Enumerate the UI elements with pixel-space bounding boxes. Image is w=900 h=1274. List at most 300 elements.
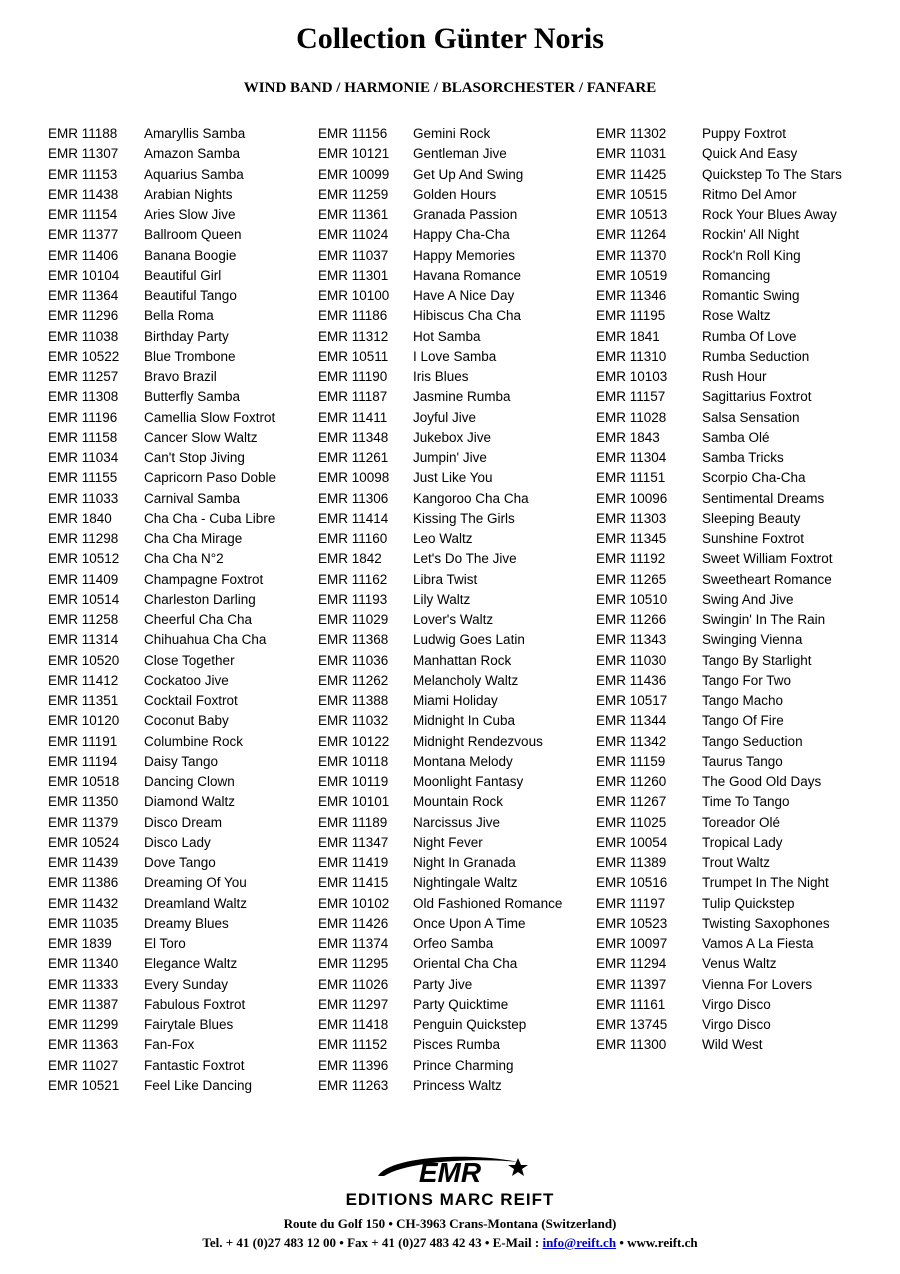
piece-title: Bravo Brazil [144, 369, 217, 384]
catalog-entry [596, 570, 842, 590]
catalog-code: EMR 11193 [318, 591, 388, 607]
piece-title: Oriental Cha Cha [413, 956, 518, 972]
catalog-code: EMR 11190 [318, 369, 388, 384]
piece-title: Taurus Tango [702, 753, 783, 769]
catalog-entry [596, 428, 842, 448]
piece-title: Miami Holiday [413, 693, 498, 708]
catalog-entry [318, 327, 562, 347]
catalog-code: EMR 10515 [596, 186, 668, 202]
catalog-code: EMR 11257 [48, 369, 119, 384]
catalog-entry [596, 651, 842, 671]
piece-title: Jumpin' Jive [413, 450, 487, 465]
piece-title: Disco Dream [144, 814, 223, 830]
catalog-code: EMR 11368 [318, 632, 389, 648]
catalog-code: EMR 11397 [596, 976, 667, 992]
piece-title: Cocktail Foxtrot [144, 693, 238, 708]
catalog-entry [48, 327, 276, 347]
catalog-code: EMR 11194 [48, 753, 118, 769]
catalog-entry [318, 144, 562, 164]
catalog-entry [48, 792, 276, 812]
catalog-code: EMR 11192 [596, 551, 666, 567]
piece-title: Rumba Seduction [702, 348, 810, 364]
catalog-code: EMR 11265 [596, 571, 667, 587]
catalog-code: EMR 11295 [318, 956, 389, 972]
piece-title: Charleston Darling [144, 591, 256, 607]
catalog-entry [596, 266, 842, 286]
catalog-entry [48, 428, 276, 448]
catalog-code: EMR 11260 [596, 774, 667, 789]
catalog-code: EMR 10522 [48, 348, 120, 364]
piece-title: Venus Waltz [702, 956, 777, 972]
catalog-code: EMR 10120 [48, 713, 120, 729]
piece-title: Trout Waltz [702, 855, 771, 870]
catalog-entry [596, 306, 842, 326]
piece-title: Quickstep To The Stars [702, 166, 842, 182]
piece-title: Sunshine Foxtrot [702, 531, 805, 546]
catalog-entry [596, 711, 842, 731]
catalog-code: EMR 11411 [318, 409, 388, 425]
catalog-entry [596, 246, 842, 266]
catalog-entry [48, 306, 276, 326]
catalog-entry [596, 347, 842, 367]
catalog-code: EMR 11263 [318, 1077, 389, 1093]
piece-title: Butterfly Samba [144, 389, 241, 405]
catalog-code: EMR 10513 [596, 207, 668, 222]
piece-title: Banana Boogie [144, 247, 237, 263]
piece-title: Rose Waltz [702, 308, 771, 324]
catalog-entry [318, 408, 562, 428]
piece-title: Salsa Sensation [702, 409, 800, 425]
piece-title: Hot Samba [413, 328, 481, 344]
piece-title: Romancing [702, 267, 771, 283]
catalog-code: EMR 10520 [48, 652, 120, 668]
catalog-entry [48, 651, 276, 671]
piece-title: Get Up And Swing [413, 166, 524, 182]
catalog-entry [48, 894, 276, 914]
piece-title: Cha Cha - Cuba Libre [144, 510, 276, 526]
catalog-entry [596, 813, 842, 833]
piece-title: Party Jive [413, 976, 473, 992]
piece-title: Elegance Waltz [144, 956, 238, 972]
catalog-code: EMR 11314 [48, 632, 119, 648]
catalog-entry [48, 124, 276, 144]
piece-title: Bella Roma [144, 308, 214, 324]
catalog-code: EMR 11152 [318, 1037, 388, 1053]
catalog-code: EMR 11264 [596, 227, 667, 243]
catalog-code: EMR 11036 [318, 652, 389, 668]
catalog-column-1 [48, 124, 276, 1096]
catalog-entry [48, 732, 276, 752]
catalog-code: EMR 11302 [596, 126, 667, 141]
piece-title: Golden Hours [413, 186, 497, 202]
catalog-entry [48, 934, 276, 954]
catalog-code: EMR 11409 [48, 571, 119, 587]
catalog-code: EMR 10054 [596, 834, 668, 850]
catalog-entry [48, 408, 276, 428]
catalog-code: EMR 11307 [48, 146, 119, 162]
catalog-code: EMR 11266 [596, 612, 667, 627]
piece-title: Disco Lady [144, 834, 211, 850]
catalog-code: EMR 11162 [318, 571, 388, 587]
catalog-entry [596, 185, 842, 205]
catalog-code: EMR 11160 [318, 531, 388, 546]
catalog-entry [318, 448, 562, 468]
piece-title: Narcissus Jive [413, 814, 501, 830]
catalog-code: EMR 11191 [48, 733, 118, 749]
catalog-code: EMR 11153 [48, 166, 118, 182]
catalog-code: EMR 11026 [318, 976, 389, 992]
piece-title: Virgo Disco [702, 996, 771, 1012]
catalog-code: EMR 10511 [318, 348, 389, 364]
piece-title: Granada Passion [413, 207, 518, 222]
catalog-entry [48, 286, 276, 306]
catalog-entry [318, 691, 562, 711]
catalog-code: EMR 11363 [48, 1037, 119, 1053]
piece-title: Night Fever [413, 834, 483, 850]
catalog-code: EMR 11154 [48, 207, 118, 222]
catalog-entry [318, 306, 562, 326]
piece-title: Aries Slow Jive [144, 207, 236, 222]
piece-title: Vienna For Lovers [702, 976, 813, 992]
piece-title: Manhattan Rock [413, 652, 512, 668]
piece-title: Trumpet In The Night [702, 875, 829, 891]
catalog-code: EMR 11303 [596, 510, 667, 526]
catalog-entry [48, 165, 276, 185]
piece-title: Diamond Waltz [144, 794, 236, 810]
piece-title: Sweetheart Romance [702, 571, 832, 587]
catalog-entry [318, 671, 562, 691]
piece-title: Sentimental Dreams [702, 490, 825, 506]
catalog-entry [318, 610, 562, 630]
piece-title: Swing And Jive [702, 591, 794, 607]
catalog-entry [48, 225, 276, 245]
piece-title: Cancer Slow Waltz [144, 429, 258, 445]
piece-title: Columbine Rock [144, 733, 244, 749]
catalog-code: EMR 11426 [318, 915, 389, 931]
piece-title: Montana Melody [413, 753, 513, 769]
catalog-code: EMR 11187 [318, 389, 388, 405]
catalog-entry [48, 509, 276, 529]
catalog-entry [48, 529, 276, 549]
catalog-code: EMR 11159 [596, 753, 666, 769]
catalog-code: EMR 1839 [48, 936, 112, 951]
piece-title: Sleeping Beauty [702, 510, 801, 526]
catalog-entry [596, 995, 842, 1015]
piece-title: Midnight Rendezvous [413, 733, 543, 749]
catalog-entry [318, 792, 562, 812]
catalog-entry [318, 853, 562, 873]
catalog-entry [318, 286, 562, 306]
piece-title: Joyful Jive [413, 409, 477, 425]
catalog-code: EMR 10119 [318, 774, 389, 789]
catalog-entry [318, 549, 562, 569]
piece-title: Amaryllis Samba [144, 126, 246, 141]
catalog-entry [48, 813, 276, 833]
piece-title: Fabulous Foxtrot [144, 996, 246, 1012]
catalog-entry [596, 165, 842, 185]
catalog-code: EMR 11388 [318, 693, 389, 708]
catalog-entry [48, 570, 276, 590]
piece-title: Camellia Slow Foxtrot [144, 409, 276, 425]
catalog-entry [596, 590, 842, 610]
piece-title: Tango Seduction [702, 733, 803, 749]
piece-title: Champagne Foxtrot [144, 571, 264, 587]
catalog-code: EMR 11189 [318, 814, 388, 830]
piece-title: Dreamy Blues [144, 915, 229, 931]
catalog-code: EMR 11418 [318, 1017, 389, 1032]
catalog-code: EMR 11438 [48, 186, 119, 202]
page-subtitle: WIND BAND / HARMONIE / BLASORCHESTER / FANFARE [243, 80, 657, 96]
catalog-code: EMR 10517 [596, 693, 668, 708]
catalog-entry [596, 975, 842, 995]
piece-title: Kangoroo Cha Cha [413, 490, 529, 506]
catalog-code: EMR 11342 [596, 733, 667, 749]
piece-title: Tango Macho [702, 693, 784, 708]
catalog-code: EMR 1841 [596, 328, 660, 344]
catalog-code: EMR 10524 [48, 834, 120, 850]
catalog-entry [318, 489, 562, 509]
piece-title: Swinging Vienna [702, 632, 803, 648]
catalog-code: EMR 11346 [596, 288, 667, 303]
catalog-entry [48, 205, 276, 225]
catalog-entry [596, 225, 842, 245]
piece-title: Feel Like Dancing [144, 1077, 253, 1093]
catalog-code: EMR 11151 [596, 470, 666, 486]
catalog-code: EMR 11351 [48, 693, 119, 708]
piece-title: Vamos A La Fiesta [702, 936, 814, 951]
catalog-code: EMR 11299 [48, 1017, 119, 1032]
catalog-code: EMR 11037 [318, 247, 389, 263]
catalog-code: EMR 11197 [596, 895, 666, 911]
catalog-entry [48, 975, 276, 995]
catalog-entry [48, 387, 276, 407]
catalog-entry [596, 873, 842, 893]
piece-title: Let's Do The Jive [413, 551, 517, 567]
catalog-entry [318, 246, 562, 266]
catalog-entry [596, 468, 842, 488]
catalog-code: EMR 11196 [48, 409, 118, 425]
catalog-entry [48, 367, 276, 387]
catalog-entry [596, 792, 842, 812]
catalog-entry [596, 124, 842, 144]
piece-title: Old Fashioned Romance [413, 895, 563, 911]
catalog-code: EMR 10519 [596, 267, 668, 283]
catalog-code: EMR 10121 [318, 146, 390, 162]
catalog-entry [318, 347, 562, 367]
piece-title: Amazon Samba [144, 146, 241, 162]
piece-title: Lover's Waltz [413, 612, 494, 627]
catalog-code: EMR 10516 [596, 875, 668, 891]
catalog-entry [48, 185, 276, 205]
catalog-entry [596, 327, 842, 347]
piece-title: Tango By Starlight [702, 652, 812, 668]
catalog-code: EMR 11377 [48, 227, 119, 243]
catalog-code: EMR 11155 [48, 470, 118, 486]
catalog-entry [318, 367, 562, 387]
catalog-entry [318, 995, 562, 1015]
catalog-entry [48, 246, 276, 266]
catalog-entry [318, 894, 562, 914]
piece-title: Coconut Baby [144, 713, 229, 729]
piece-title: Prince Charming [413, 1057, 514, 1073]
piece-title: Wild West [702, 1037, 763, 1053]
catalog-entry [48, 853, 276, 873]
piece-title: Happy Memories [413, 247, 516, 263]
piece-title: Ritmo Del Amor [702, 186, 797, 202]
catalog-entry [596, 954, 842, 974]
catalog-entry [596, 549, 842, 569]
catalog-code: EMR 11370 [596, 247, 667, 263]
catalog-entry [596, 205, 842, 225]
catalog-code: EMR 11029 [318, 612, 389, 627]
piece-title: Gentleman Jive [413, 146, 507, 162]
catalog-entry [596, 894, 842, 914]
catalog-entry [48, 630, 276, 650]
piece-title: Time To Tango [702, 794, 790, 810]
piece-title: Carnival Samba [144, 490, 241, 506]
piece-title: Rockin' All Night [702, 227, 800, 243]
piece-title: Daisy Tango [144, 753, 219, 769]
catalog-code: EMR 11297 [318, 996, 389, 1012]
catalog-code: EMR 11343 [596, 632, 667, 648]
catalog-entry [48, 1056, 276, 1076]
catalog-code: EMR 11389 [596, 855, 667, 870]
catalog-entry [318, 590, 562, 610]
catalog-code: EMR 10101 [318, 794, 390, 810]
catalog-entry [596, 732, 842, 752]
catalog-code: EMR 11025 [596, 814, 667, 830]
catalog-entry [318, 124, 562, 144]
catalog-code: EMR 10122 [318, 733, 390, 749]
catalog-code: EMR 11310 [596, 348, 667, 364]
catalog-entry [318, 529, 562, 549]
catalog-code: EMR 11348 [318, 429, 389, 445]
catalog-code: EMR 11312 [318, 328, 389, 344]
catalog-entry [596, 752, 842, 772]
catalog-entry [318, 813, 562, 833]
catalog-entry [596, 772, 842, 792]
piece-title: Just Like You [413, 470, 493, 486]
catalog-code: EMR 11031 [596, 146, 667, 162]
catalog-entry [318, 1015, 562, 1035]
catalog-entry [596, 914, 842, 934]
catalog-code: EMR 11298 [48, 531, 119, 546]
catalog-code: EMR 11333 [48, 976, 119, 992]
catalog-entry [596, 1015, 842, 1035]
catalog-code: EMR 11379 [48, 814, 119, 830]
catalog-code: EMR 11412 [48, 672, 119, 688]
piece-title: I Love Samba [413, 348, 497, 364]
catalog-entry [596, 509, 842, 529]
catalog-entry [318, 934, 562, 954]
catalog-code: EMR 11347 [318, 834, 389, 850]
piece-title: Once Upon A Time [413, 915, 526, 931]
catalog-code: EMR 11258 [48, 612, 119, 627]
piece-title: Samba Tricks [702, 450, 784, 465]
catalog-code: EMR 11262 [318, 672, 389, 688]
catalog-entry [596, 286, 842, 306]
catalog-code: EMR 1840 [48, 510, 112, 526]
catalog-entry [318, 732, 562, 752]
catalog-entry [48, 347, 276, 367]
email-link[interactable]: info@reift.ch [542, 1235, 617, 1250]
catalog-code: EMR 11306 [318, 490, 389, 506]
piece-title: Puppy Foxtrot [702, 126, 787, 141]
catalog-entry [318, 1056, 562, 1076]
catalog-code: EMR 11361 [318, 207, 389, 222]
piece-title: Arabian Nights [144, 186, 233, 202]
catalog-code: EMR 10097 [596, 936, 668, 951]
piece-title: Birthday Party [144, 328, 229, 344]
piece-title: Virgo Disco [702, 1017, 771, 1032]
catalog-entry [318, 651, 562, 671]
catalog-entry [48, 610, 276, 630]
catalog-entry [596, 691, 842, 711]
piece-title: Rock'n Roll King [702, 247, 801, 263]
website: • www.reift.ch [616, 1235, 698, 1250]
catalog-entry [318, 975, 562, 995]
catalog-entry [318, 833, 562, 853]
catalog-code: EMR 10099 [318, 166, 390, 182]
catalog-entry [318, 266, 562, 286]
piece-title: Party Quicktime [413, 996, 509, 1012]
catalog-entry [596, 671, 842, 691]
catalog-entry [596, 144, 842, 164]
catalog-column-2 [318, 124, 562, 1096]
catalog-code: EMR 11024 [318, 227, 389, 243]
catalog-code: EMR 10100 [318, 288, 390, 303]
catalog-code: EMR 10103 [596, 369, 668, 384]
catalog-code: EMR 11038 [48, 328, 119, 344]
piece-title: Have A Nice Day [413, 288, 515, 303]
piece-title: Beautiful Tango [144, 288, 237, 303]
logo-text: EMR [418, 1157, 482, 1188]
piece-title: Quick And Easy [702, 146, 798, 162]
catalog-entry [48, 144, 276, 164]
catalog-entry [318, 570, 562, 590]
piece-title: Moonlight Fantasy [413, 774, 524, 789]
piece-title: Can't Stop Jiving [144, 450, 245, 465]
catalog-entry [318, 428, 562, 448]
catalog-code: EMR 11340 [48, 956, 119, 972]
catalog-code: EMR 10514 [48, 591, 120, 607]
catalog-entry [318, 387, 562, 407]
catalog-entry [318, 711, 562, 731]
piece-title: El Toro [144, 936, 186, 951]
piece-title: Cheerful Cha Cha [144, 612, 253, 627]
catalog-code: EMR 11436 [596, 672, 667, 688]
catalog-code: EMR 11156 [318, 126, 388, 141]
piece-title: Dreaming Of You [144, 875, 247, 891]
piece-title: Sweet William Foxtrot [702, 551, 833, 567]
catalog-entry [318, 630, 562, 650]
piece-title: Chihuahua Cha Cha [144, 632, 267, 648]
catalog-code: EMR 11261 [318, 450, 389, 465]
catalog-entry [596, 833, 842, 853]
catalog-entry [318, 772, 562, 792]
piece-title: Fantastic Foxtrot [144, 1057, 245, 1073]
catalog-code: EMR 11033 [48, 490, 119, 506]
catalog-entry [318, 468, 562, 488]
catalog-entry [596, 448, 842, 468]
contact-line [0, 1235, 900, 1251]
catalog-code: EMR 11032 [318, 713, 389, 729]
piece-title: Capricorn Paso Doble [144, 470, 277, 486]
catalog-entry [48, 549, 276, 569]
catalog-code: EMR 11300 [596, 1037, 667, 1053]
piece-title: Cha Cha Mirage [144, 531, 243, 546]
piece-title: Beautiful Girl [144, 267, 222, 283]
